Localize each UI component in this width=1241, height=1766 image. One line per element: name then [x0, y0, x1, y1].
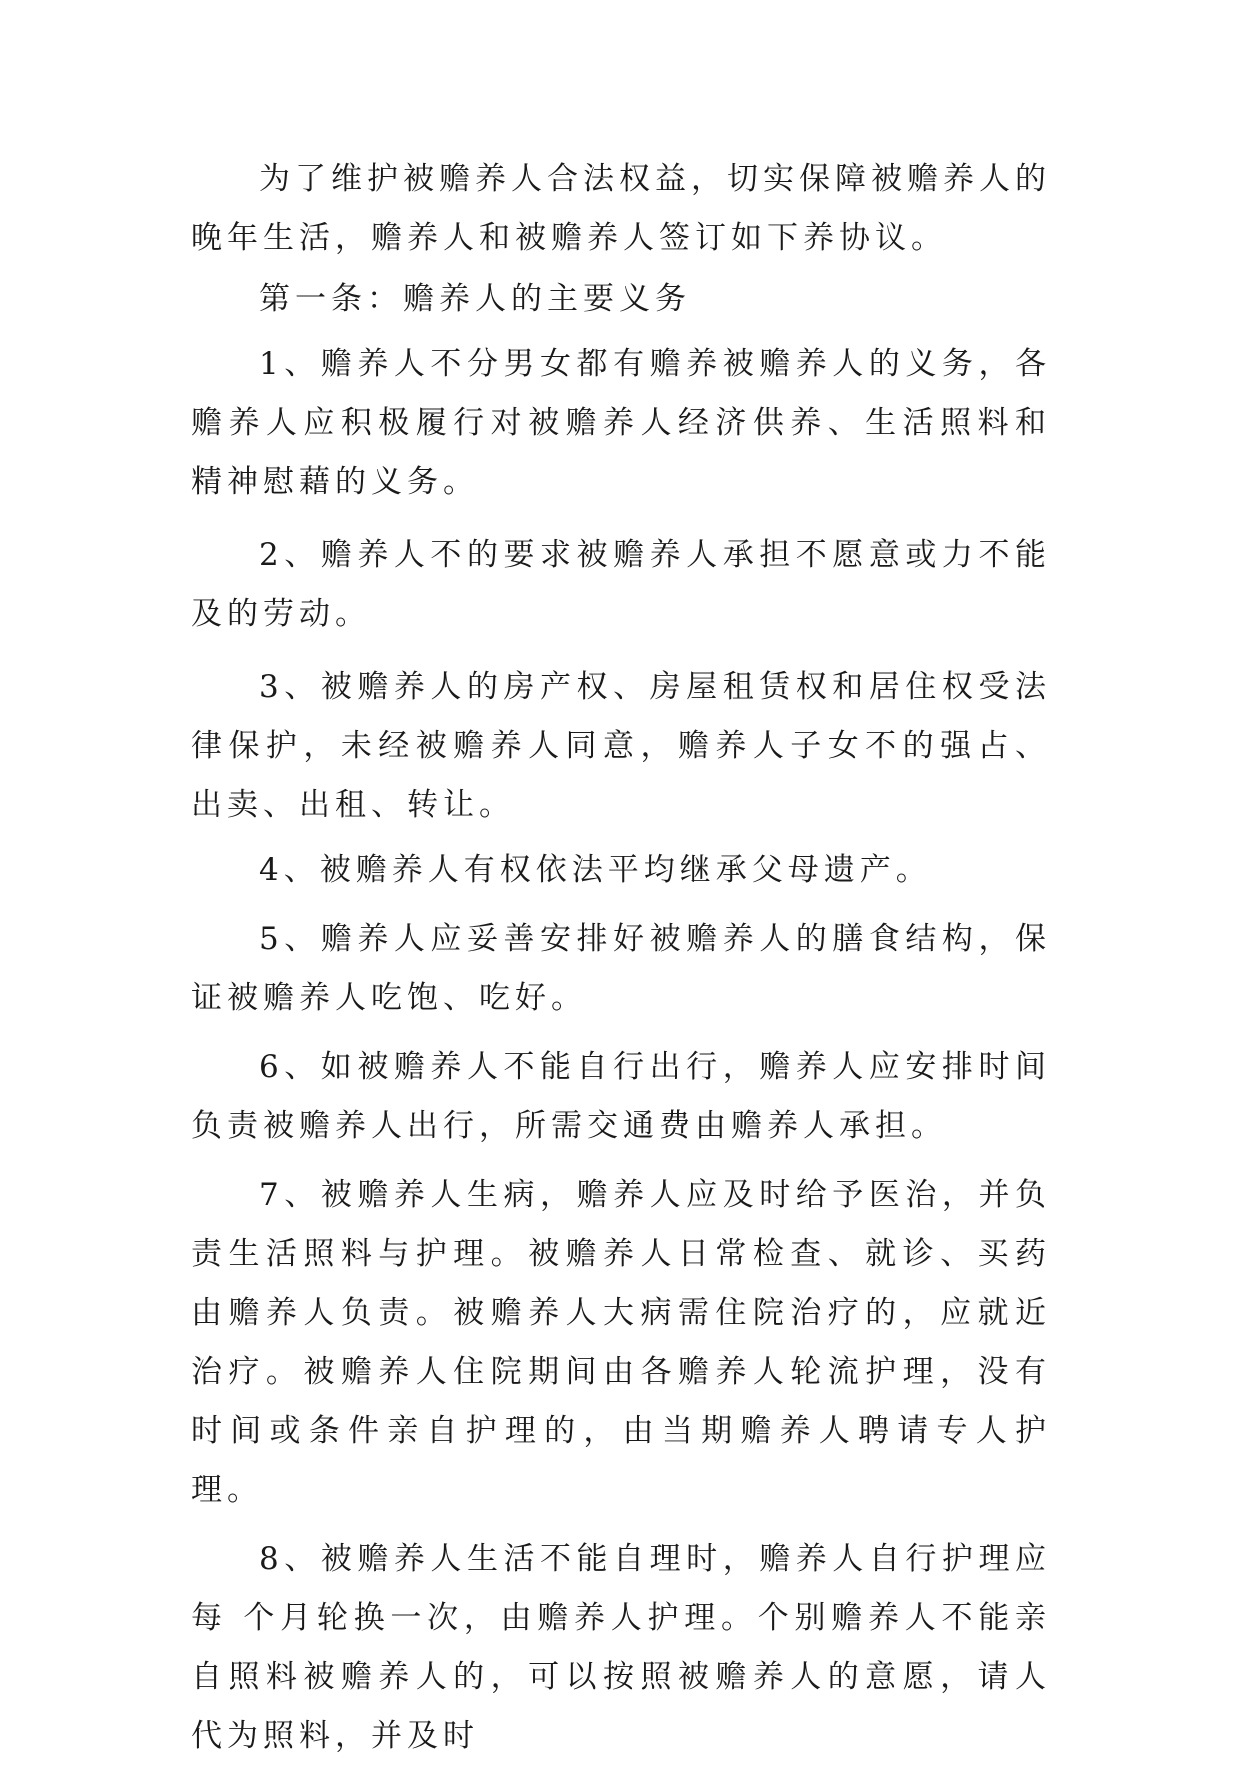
clause-3: 3、被赡养人的房产权、房屋租赁权和居住权受法律保护，未经被赡养人同意，赡养人子女不的强占、出卖、出租、转让。 — [191, 669, 1051, 823]
clause-6: 6、如被赡养人不能自行出行，赡养人应安排时间负责被赡养人出行，所需交通费由赡养人承担。 — [191, 1049, 1051, 1144]
section-heading: 第一条：赡养人的主要义务 — [259, 281, 691, 317]
clause-8: 8、被赡养人生活不能自理时，赡养人自行护理应每 个月轮换一次，由赡养人护理。个别赡养人不能亲自照料被赡养人的，可以按照被赡养人的意愿，请人代为照料，并及时 — [191, 1541, 1051, 1754]
clause-7: 7、被赡养人生病，赡养人应及时给予医治，并负责生活照料与护理。被赡养人日常检查、就诊、买药由赡养人负责。被赡养人大病需住院治疗的，应就近治疗。被赡养人住院期间由各赡养人轮流护理，没有时间或条件亲自护理的，由当期赡养人聘请专人护理。 — [191, 1177, 1051, 1508]
clause-4: 4、被赡养人有权依法平均继承父母遗产。 — [259, 852, 932, 888]
clause-5: 5、赡养人应妥善安排好被赡养人的膳食结构，保证被赡养人吃饱、吃好。 — [191, 921, 1051, 1016]
clause-1: 1、赡养人不分男女都有赡养被赡养人的义务，各赡养人应积极履行对被赡养人经济供养、生活照料和精神慰藉的义务。 — [191, 346, 1051, 500]
clause-2: 2、赡养人不的要求被赡养人承担不愿意或力不能及的劳动。 — [191, 537, 1051, 632]
paragraph-intro: 为了维护被赡养人合法权益，切实保障被赡养人的晚年生活，赡养人和被赡养人签订如下养协议。 — [191, 161, 1051, 256]
document-body — [191, 150, 1051, 1766]
